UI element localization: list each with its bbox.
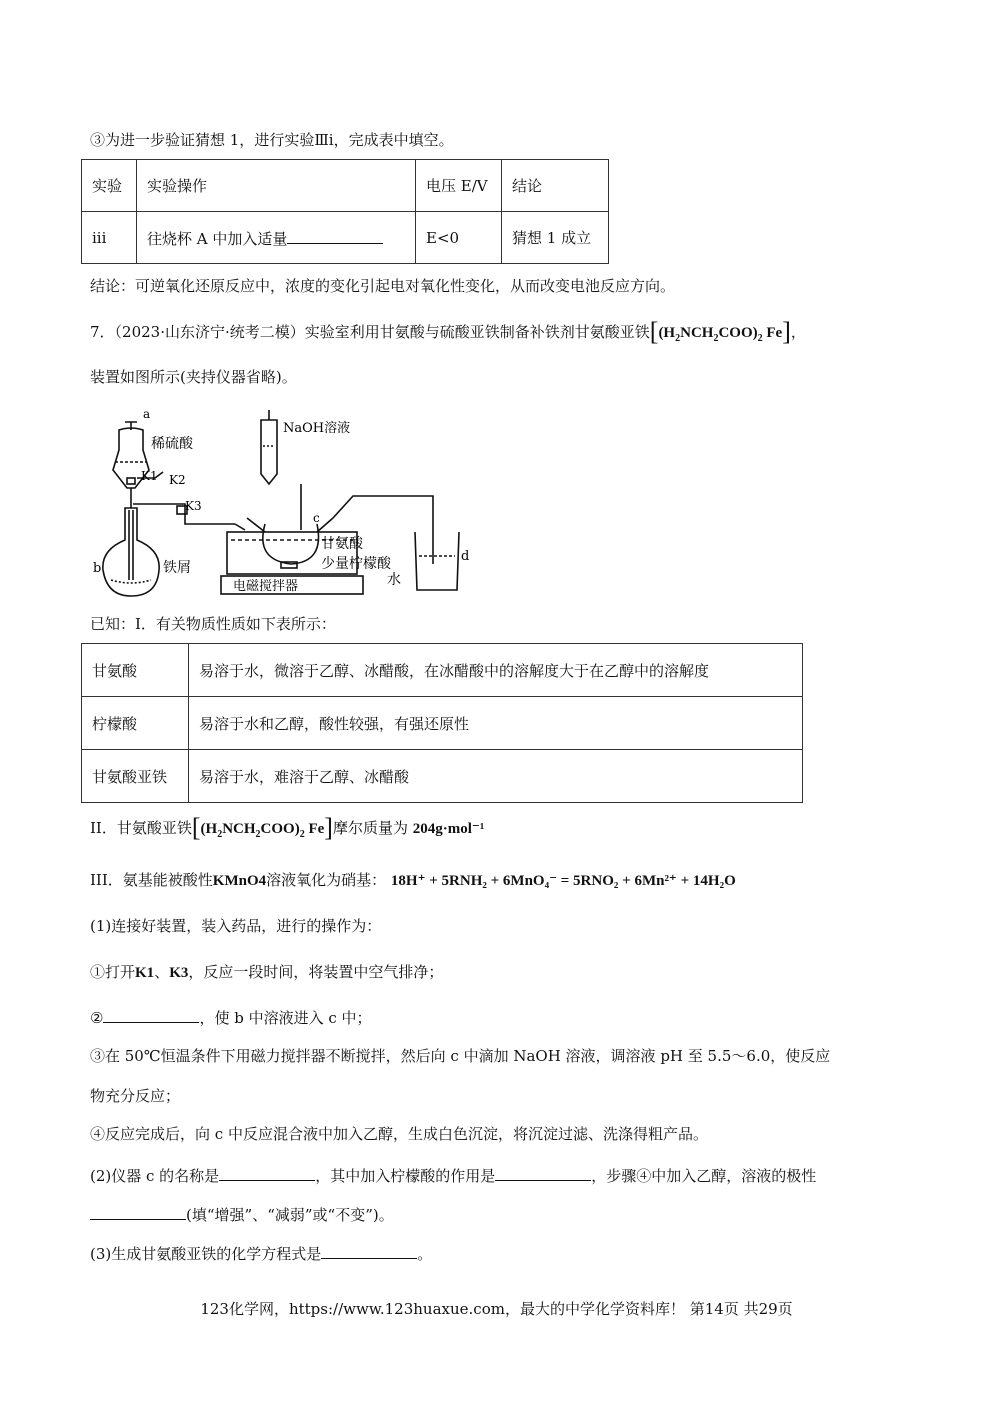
molar-mass: 204g·mol⁻¹ [412, 821, 485, 837]
properties-table [81, 643, 803, 803]
question-7-intro: 7．（2023·山东济宁·统考二模）实验室利用甘氨酸与硫酸亚铁制备补铁剂甘氨酸亚铁[$(H_2NCH_2COO)_2$ Fe]， [90, 317, 806, 346]
step-1: ①打开K1、K3，反应一段时间，将装置中空气排净； [90, 963, 444, 981]
label-dilute-acid: 稀硫酸 [151, 436, 193, 452]
part-2-line2: (填“增强”、“减弱”或“不变”)。 [90, 1203, 394, 1225]
substance-property: 易溶于水和乙醇，酸性较强，有强还原性 [189, 697, 803, 750]
known-ii: II．甘氨酸亚铁[$(H_2NCH_2COO)_2$ Fe]摩尔质量为 204g·mol⁻¹ [90, 813, 485, 842]
step-4: ④反应完成后，向 c 中反应混合液中加入乙醇，生成白色沉淀，将沉淀过滤、洗涤得粗产品。 [90, 1125, 708, 1143]
label-k3: K3 [185, 499, 202, 513]
step-3-line2: 物充分反应； [90, 1087, 181, 1105]
header-conclusion: 结论 [502, 160, 609, 212]
reaction-equation: 18H⁺ + 5RNH₂ + 6MnO₄⁻ = 5RNO₂ + 6Mn²⁺ + 14H₂O [390, 873, 736, 889]
label-k2: K2 [169, 473, 186, 487]
header-voltage: 电压 E/V [416, 160, 502, 212]
step-2: ② ，使 b 中溶液进入 c 中； [90, 1006, 372, 1028]
conclusion-text: 结论：可逆氧化还原反应中，浓度的变化引起电对氧化性变化，从而改变电池反应方向。 [90, 277, 676, 295]
answer-blank [103, 1006, 199, 1023]
kmno4: KMnO4 [212, 873, 267, 889]
apparatus-diagram [85, 400, 485, 600]
answer-blank [495, 1164, 591, 1181]
label-b: b [93, 561, 102, 576]
part-2-line1: (2)仪器 c 的名称是 ，其中加入柠檬酸的作用是 ，步骤④中加入乙醇，溶液的极性 [90, 1164, 816, 1186]
header-experiment: 实验 [82, 160, 137, 212]
question-7-intro2: 装置如图所示(夹持仪器省略)。 [90, 368, 297, 386]
formula-glycinate: [$(H_2NCH_2COO)_2$ Fe] [191, 813, 333, 842]
label-citric: 少量柠檬酸 [321, 556, 391, 572]
answer-blank [219, 1164, 315, 1181]
label-naoh: NaOH溶液 [283, 421, 351, 436]
label-stirrer: 电磁搅拌器 [233, 579, 299, 594]
page-footer: 123化学网，https://www.123huaxue.com，最大的中学化学资料库！ 第14页 共29页 [200, 1300, 793, 1318]
header-operation: 实验操作 [137, 160, 416, 212]
label-water: 水 [387, 572, 401, 588]
formula-glycinate: [$(H_2NCH_2COO)_2$ Fe] [649, 317, 791, 346]
label-k1: K1 [141, 469, 158, 483]
cell-voltage: E<0 [416, 212, 502, 264]
substance-name: 甘氨酸 [82, 644, 189, 697]
label-glycine: 甘氨酸 [321, 536, 363, 552]
known-iii: III．氨基能被酸性KMnO4溶液氧化为硝基： 18H⁺ + 5RNH₂ + 6MnO₄⁻ = 5RNO₂ + 6Mn²⁺ + 14H₂O [90, 871, 736, 889]
part-3: (3)生成甘氨酸亚铁的化学方程式是 。 [90, 1242, 432, 1264]
substance-name: 柠檬酸 [82, 697, 189, 750]
label-c: c [313, 511, 320, 525]
experiment-table [81, 159, 609, 264]
substance-name: 甘氨酸亚铁 [82, 750, 189, 803]
step-3-line1: ③在 50℃恒温条件下用磁力搅拌器不断搅拌，然后向 c 中滴加 NaOH 溶液，调溶液 pH 至 5.5～6.0，使反应 [90, 1047, 831, 1065]
cell-result: 猜想 1 成立 [502, 212, 609, 264]
cell-operation: 往烧杯 A 中加入适量 [137, 212, 416, 264]
label-a: a [143, 407, 151, 421]
known-intro: 已知：I．有关物质性质如下表所示： [90, 615, 336, 633]
substance-property: 易溶于水，难溶于乙醇、冰醋酸 [189, 750, 803, 803]
part-1: (1)连接好装置，装入药品，进行的操作为： [90, 917, 382, 935]
answer-blank [90, 1203, 186, 1220]
label-iron: 铁屑 [163, 560, 191, 576]
question-6-part3: ③为进一步验证猜想 1，进行实验Ⅲi，完成表中填空。 [90, 131, 454, 149]
substance-property: 易溶于水，微溶于乙醇、冰醋酸，在冰醋酸中的溶解度大于在乙醇中的溶解度 [189, 644, 803, 697]
cell-experiment-id: iii [82, 212, 137, 264]
answer-blank [287, 227, 383, 244]
answer-blank [321, 1242, 417, 1259]
label-d: d [461, 549, 470, 564]
